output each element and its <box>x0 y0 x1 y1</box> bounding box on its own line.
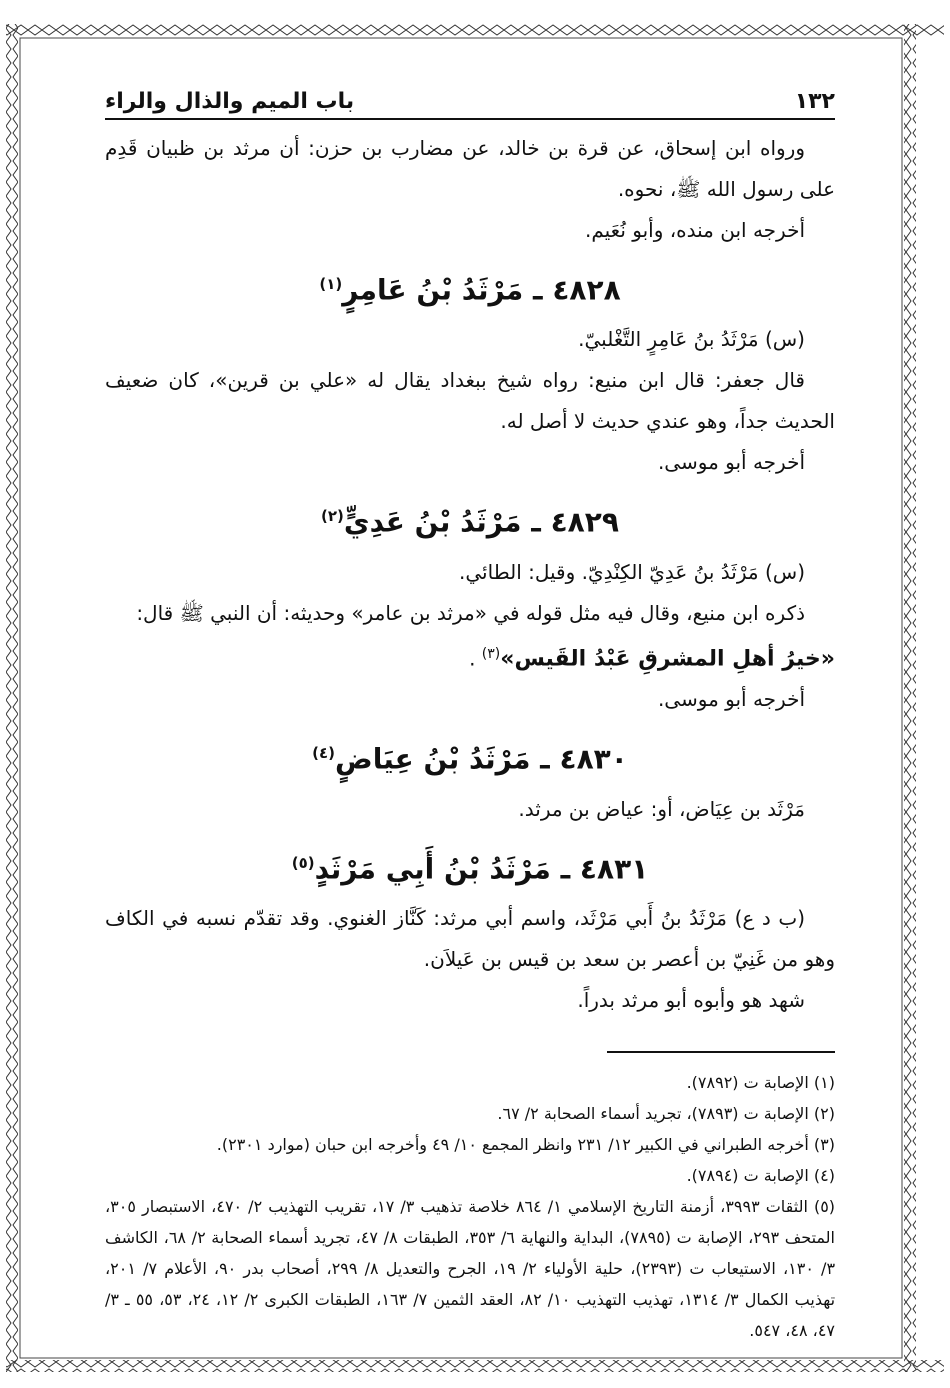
paragraph: أخرجه أبو موسى. <box>657 450 805 475</box>
entry-title: ٤٨٢٩ ـ مَرْثَدُ بْنُ عَدِيٍّ$^{(٢)}$ <box>321 505 619 539</box>
paragraph: أخرجه ابن منده، وأبو نُعَيم. <box>584 218 805 242</box>
footnote: (١) الإصابة ت (٧٨٩٢). <box>686 1072 835 1092</box>
chapter-title: باب الميم والذال والراء <box>105 89 355 114</box>
paragraph: قال جعفر: قال ابن منيع: رواه شيخ ببغداد يقال له «علي بن قرين»، كان ضعيف الحديث جداً، وهو عندي حديث لا أصل له. <box>105 368 835 434</box>
paragraph: ورواه ابن إسحاق، عن قرة بن خالد، عن مضارب بن حزن: أن مرثد بن ظبيان قَدِم على رسول الله ﷺ، نحوه. <box>105 136 835 201</box>
footnotes <box>105 1067 835 1346</box>
footnote-ref: (٣) <box>481 645 501 662</box>
paragraph: مَرْثَد بن عِيَاض، أو: عياض بن مرثد. <box>518 796 805 821</box>
entry-title: ٤٨٢٨ ـ مَرْثَدُ بْنُ عَامِرٍ$^{(١)}$ <box>319 273 621 307</box>
paragraph: شهد هو وأبوه أبو مرثد بدراً. <box>577 987 805 1012</box>
paragraph: أخرجه أبو موسى. <box>657 687 805 712</box>
page <box>105 80 835 1350</box>
running-header <box>105 80 835 120</box>
paragraph: (س) مَرْثَدُ بنُ عَدِيّ الكِنْدِيّ. وقيل: الطائي. <box>459 559 805 584</box>
hadith-text: «خيرُ أهلِ المشرقِ عَبْدُ القَيس» <box>500 646 835 672</box>
footnote-ref: (١) <box>319 275 343 293</box>
paragraph: (س) مَرْثَدُ بنُ عَامِرٍ التَّغْلبيّ. <box>578 327 805 352</box>
footnote-separator <box>607 1051 835 1053</box>
entry-title: ٤٨٣٠ ـ مَرْثَدُ بْنُ عِيَاضٍ$^{(٤)}$ <box>312 742 628 776</box>
footnote-ref: (٤) <box>312 744 336 763</box>
entry-title: ٤٨٣١ ـ مَرْثَدُ بْنُ أَبِي مَرْثَدٍ$^{(٥)}$ <box>291 851 649 885</box>
paragraph: ذكره ابن منيع، وقال فيه مثل قوله في «مرثد بن عامر» وحديثه: أن النبي ﷺ قال: <box>136 600 805 625</box>
footnote: (٣) أخرجه الطبراني في الكبير ١٢/ ٢٣١ وانظر المجمع ١٠/ ٤٩ وأخرجه ابن حبان (موارد ٢٣٠١). <box>216 1134 835 1154</box>
footnote-ref: (٢) <box>321 507 344 526</box>
main-text <box>105 128 835 1021</box>
footnote: (٥) الثقات ٣٩٩٣، أزمنة التاريخ الإسلامي ١/ ٨٦٤ خلاصة تذهيب ٣/ ١٧، تقريب التهذيب ٢/ ٤٧٠، الاستبصار ٣٠٥، المتحف ٢٩٣، الإصابة ت (٧٨٩٥)، البداية والنهاية ٦/ ٣٥٣، الطبقات ٨/ ٤٧، تجريد أسماء الصحابة ٢/ ٦٨، الكاشف ٣/ ١٣٠، الاستيعاب ت (٢٣٩٣)، حلية الأولياء ٢/ ١٩، الجرح والتعديل ٨/ ٢٩٩، أصحاب بدر ٩٠، الأعلام ٧/ ٢٠١، تهذيب الكمال ٣/ ١٣١٤، تهذيب التهذيب ١٠/ ٨٢، العقد الثمين ٧/ ١٦٣، الطبقات الكبرى ٢/ ١٢، ٢٤، ٥٣، ٥٥ ـ ٣/ ٤٧، ٤٨، ٥٤٧. <box>105 1196 836 1340</box>
page-number: ١٣٢ <box>794 89 835 114</box>
footnote-ref: (٥) <box>291 853 315 872</box>
footnote: (٤) الإصابة ت (٧٨٩٤). <box>686 1165 835 1185</box>
footnote: (٢) الإصابة ت (٧٨٩٣)، تجريد أسماء الصحابة ٢/ ٦٧. <box>497 1103 835 1123</box>
paragraph: (ب د ع) مَرْثَدُ بنُ أَبي مَرْثَد، واسم أبي مرثد: كَنَّاز الغنوي. وقد تقدّم نسبه في الكاف وهو من غَنِيّ بن أعصر بن سعد بن قيس بن عَيلاَن. <box>105 905 835 971</box>
hadith-line: «خيرُ أهلِ المشرقِ عَبْدُ القَيس»$^{(٣)}$ . <box>469 645 835 672</box>
